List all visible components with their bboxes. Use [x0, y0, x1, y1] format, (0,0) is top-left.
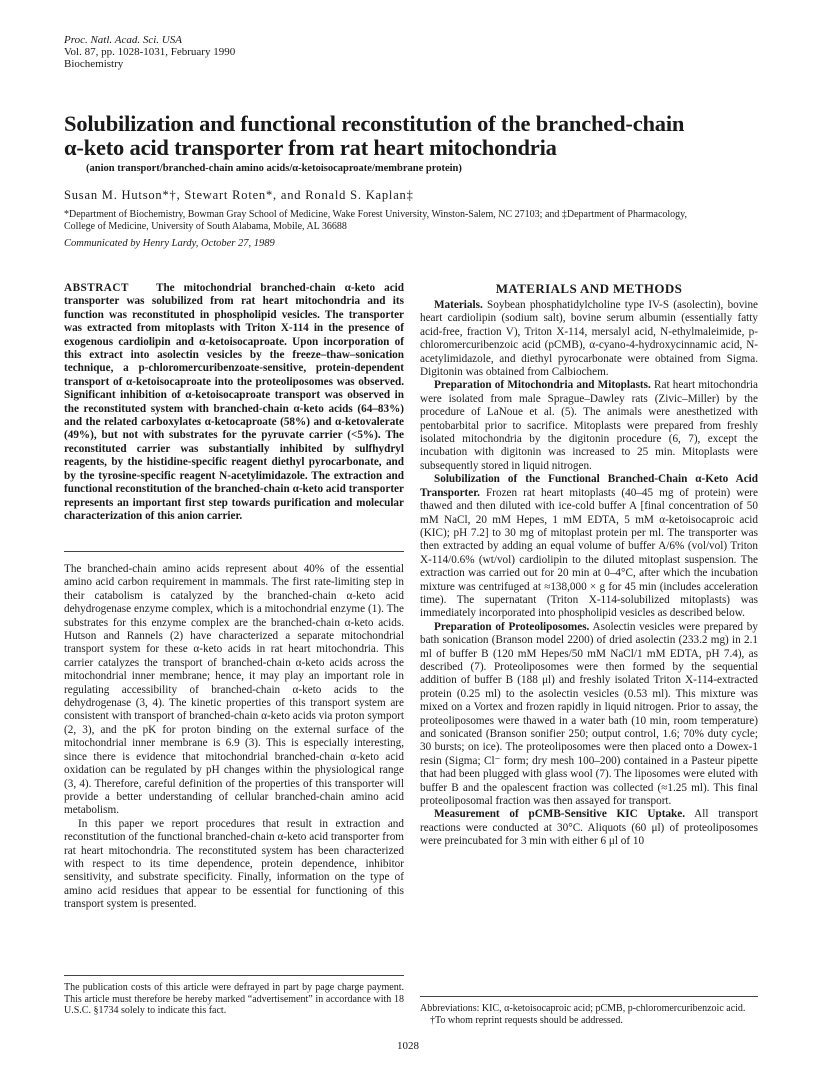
- section-text: Rat heart mitochondria were isolated from male Sprague–Dawley rats (Zivic–Miller) by the procedure of LaNoue et al. (5). The animals were anesthetized with pentobarbital prior to sacrifice. Mitoplasts were prepared from freshly isolated mitochondria by the digitonin procedure (6, 7), except the incubation with digitonin was increased to 25 min. Mitoplasts were subsequently stored in liquid nitrogen.: [420, 379, 759, 472]
- title-line-2: α-keto acid transporter from rat heart mitochondria: [64, 135, 557, 160]
- abstract: [64, 282, 404, 523]
- journal-header: [64, 34, 235, 70]
- abbreviations-footnote: [420, 1003, 758, 1026]
- section-text: Asolectin vesicles were prepared by bath sonication (Branson model 2200) of dried asolectin (233.2 mg) in 2.1 ml of buffer B (120 mM Hepes/50 mM NaCl/1 mM EDTA, pH 7.4), as described (7). Proteoliposomes were then formed by the sequential addition of buffer B (188 μl) and freshly isolated Triton X-114-extracted protein (0.25 ml) to the asolectin vesicles (0.53 ml). This mixture was mixed on a Vortex and frozen rapidly in liquid nitrogen. Prior to assay, the proteoliposomes were thawed in a water bath (10 min, room temperature) and sonicated (Branson sonifier 250; output control, 1.6; 70% duty cycle; 30 bursts; on ice). The proteoliposomes were then placed onto a Dowex-1 resin (Sigma; Cl⁻ form; dry mesh 100–200) contained in a Pasteur pipette that had been plugged with glass wool (7). The liposomes were eluted with buffer B and the opalescent fraction was collected (≈1.25 ml). This final proteoliposomal fraction was then assayed for transport.: [420, 620, 758, 808]
- methods-materials: [420, 299, 758, 379]
- section-title: Preparation of Mitochondria and Mitoplasts.: [434, 379, 651, 392]
- section-title: Measurement of pCMB-Sensitive KIC Uptake.: [434, 808, 686, 821]
- publication-cost-footnote: The publication costs of this article were defrayed in part by page charge payment. This article must therefore be hereby marked “advertisement” in accordance with 18 U.S.C. §1734 solely to indicate this fact.: [64, 982, 404, 1016]
- abbreviations-divider: [420, 996, 758, 997]
- methods-uptake: [420, 808, 758, 848]
- affiliations: [64, 209, 764, 233]
- page-number: 1028: [397, 1040, 419, 1052]
- methods-heading: MATERIALS AND METHODS: [495, 281, 683, 296]
- journal-name: Proc. Natl. Acad. Sci. USA: [64, 34, 182, 46]
- abstract-divider: [64, 551, 404, 552]
- methods-solubilization: [420, 473, 758, 620]
- section-text: Frozen rat heart mitoplasts (40–45 mg of protein) were thawed and then diluted with ice-cold buffer A [final concentration of 50 mM NaCl, 20 mM Hepes, 1 mM EDTA, 5 mM α-ketoisocaproic acid (KIC); pH 7.2] to 30 mg of mitoplast protein per ml. The transporter was then extracted by adding an equal volume of buffer A/6% (vol/vol) Triton X-114/0.6% (wt/vol) cardiolipin to the diluted mitoplast suspension. The extraction was carried out for 20 min at 0–4°C, after which the incubation mixture was centrifuged at ≈138,000 × g for 45 min (includes acceleration time). The supernatant (Triton X-114-solubilized mitoplasts) was immediately incorporated into phospholipid vesicles as described below.: [420, 486, 759, 620]
- authors: Susan M. Hutson*†, Stewart Roten*, and Ronald S. Kaplan‡: [64, 188, 414, 202]
- methods-proteoliposomes: [420, 621, 758, 809]
- methods-body: [420, 299, 758, 849]
- journal-section: Biochemistry: [64, 58, 124, 70]
- reprint-note: †To whom reprint requests should be addressed.: [430, 1014, 623, 1026]
- section-text: Soybean phosphatidylcholine type IV-S (asolectin), bovine heart cardiolipin (sodium salt), bovine serum albumin (essentially fatty acid-free, fraction V), Triton X-114, mersalyl acid, N-ethylmaleimide, p-chloromercuribenzoic acid (pCMB), α-cyano-4-hydroxycinnamic acid, N-acetylimidazole, and diethyl pyrocarbonate were obtained from Sigma. Digitonin was obtained from Calbiochem.: [420, 299, 759, 379]
- abstract-label: ABSTRACT: [64, 282, 129, 294]
- title-line-1: Solubilization and functional reconstitution of the branched-chain: [64, 111, 685, 136]
- affiliation-line-2: College of Medicine, University of South Alabama, Mobile, AL 36688: [64, 221, 347, 232]
- intro-paragraph-2: In this paper we report procedures that result in extraction and reconstitution of the functional branched-chain α-keto acid transporter from rat heart mitochondria. The reconstituted system has been characterized with respect to its time dependence, protein dependence, inhibitor sensitivity, and substrate specificity. Finally, information on the type of amino acid residues that appear to be essential for functioning of this transport system is presented.: [64, 817, 404, 911]
- communicated-by: Communicated by Henry Lardy, October 27, 1989: [64, 238, 275, 249]
- section-title: Solubilization of the Functional Branched-Chain α-Keto Acid Transporter.: [420, 473, 758, 499]
- section-text: All transport reactions were conducted at 30°C. Aliquots (60 μl) of proteoliposomes were preincubated for 3 min with either 6 μl of 10: [420, 808, 758, 848]
- methods-mitochondria: [420, 379, 758, 473]
- introduction: [64, 563, 404, 912]
- affiliation-line-1: *Department of Biochemistry, Bowman Gray School of Medicine, Wake Forest University, Winston-Salem, NC 27103; and ‡Department of Pharmacology,: [64, 209, 688, 220]
- abbreviations: Abbreviations: KIC, α-ketoisocaproic acid; pCMB, p-chloromercuribenzoic acid.: [420, 1003, 746, 1014]
- keywords: (anion transport/branched-chain amino acids/α-ketoisocaproate/membrane protein): [86, 163, 462, 174]
- abstract-text: The mitochondrial branched-chain α-keto acid transporter was solubilized from rat heart mitochondria and its function was reconstituted in phospholipid vesicles. The transporter was extracted from mitoplasts with Triton X-114 in the presence of exogenous cardiolipin and α-ketoisocaproate. Upon incorporation of this extract into asolectin vesicles by the freeze–thaw–sonication technique, a p-chloromercuribenzoate-sensitive, protein-dependent transport of α-ketoisocaproate into the proteoliposomes was observed. Significant inhibition of α-ketoisocaproate transport was observed in the reconstituted system with branched-chain α-keto acids (64–83%) and the related carboxylates α-ketocaproate (58%) and α-ketovalerate (49%), but not with substrates for the pyruvate carrier (<5%). The reconstituted carrier was substantially inhibited by sulfhydryl reagents, by the histidine-specific reagent diethyl pyrocarbonate, and by the tyrosine-specific reagent N-acetylimidazole. The extraction and functional reconstitution of the branched-chain α-keto acid transporter represents an important first step towards purification and molecular characterization of this anion carrier.: [64, 282, 405, 522]
- article-title: [64, 112, 764, 160]
- section-title: Materials.: [434, 299, 483, 311]
- section-title: Preparation of Proteoliposomes.: [434, 620, 590, 633]
- intro-paragraph-1: The branched-chain amino acids represent about 40% of the essential amino acid carbon requirement in mammals. The first rate-limiting step in their catabolism is catalyzed by the branched-chain α-keto acid dehydrogenase enzyme complex, which is a mitochondrial enzyme (1). The substrates for this enzyme complex are the branched-chain α-keto acids. Hutson and Rannels (2) have characterized a separate mitochondrial transport system for these α-keto acids in rat heart mitochondria. This carrier catalyzes the transport of branched-chain α-keto acids across the mitochondrial inner membrane; hence, it may play an important role in regulating accessibility of branched-chain α-keto acids to the dehydrogenase (3, 4). The kinetic properties of this transport system are consistent with transport of branched-chain α-keto acids via proton symport (2, 3), and the pK for proton binding on the external surface of the mitochondrial inner membrane is 6.9 (3). This is especially interesting, since there is evidence that mitochondrial branched-chain α-keto acid oxidation can be regulated by pH changes within the physiological range (3, 4). Therefore, careful definition of the properties of this transporter will provide a better understanding of cellular branched-chain amino acid metabolism.: [64, 563, 404, 817]
- journal-volume: Vol. 87, pp. 1028-1031, February 1990: [64, 46, 236, 58]
- footnote-divider: [64, 975, 404, 976]
